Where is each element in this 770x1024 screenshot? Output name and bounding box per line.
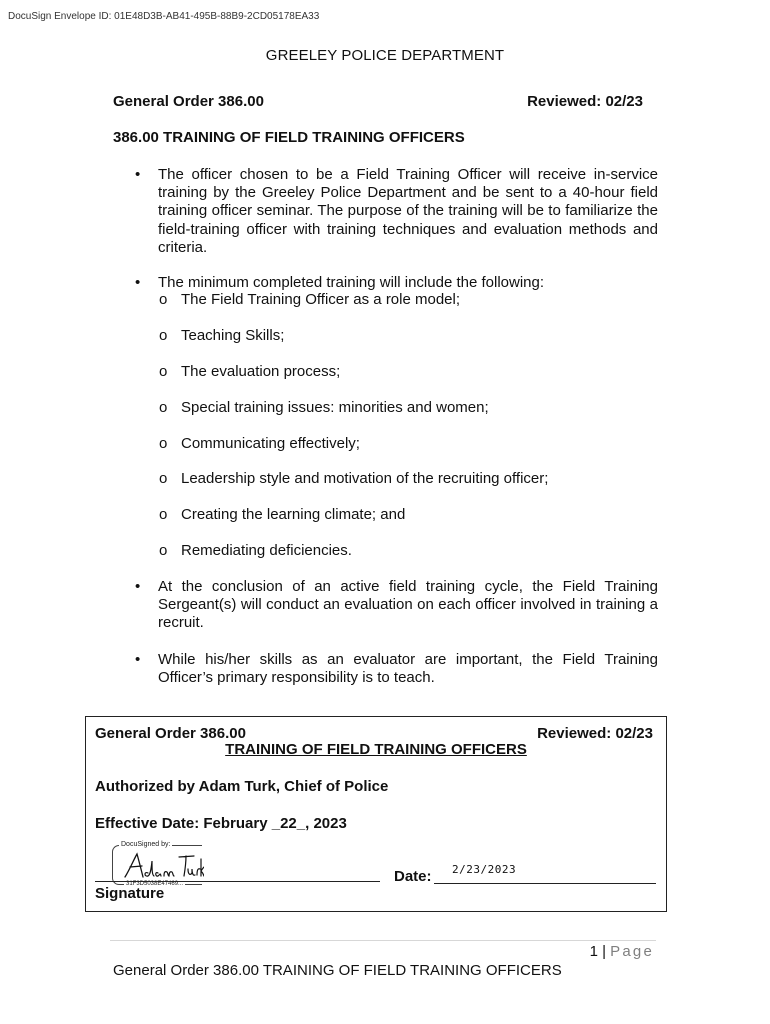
- sub-item: Communicating effectively;: [181, 435, 360, 452]
- sub-bullet-icon: o: [159, 506, 168, 523]
- bullet-evaluation: At the conclusion of an active field training cycle, the Field Training Sergeant(s) will conduct an evaluation on each officer involved in training a recruit.: [158, 578, 658, 632]
- sub-bullet-icon: o: [159, 291, 168, 308]
- box-title: TRAINING OF FIELD TRAINING OFFICERS: [225, 741, 527, 758]
- sub-item: Teaching Skills;: [181, 327, 285, 344]
- box-order-number: General Order 386.00: [95, 725, 246, 742]
- sub-bullet-icon: o: [159, 399, 168, 416]
- handwritten-signature-image: [122, 851, 204, 881]
- section-title: 386.00 TRAINING OF FIELD TRAINING OFFICERS: [113, 129, 465, 146]
- effective-date-day: _22_: [271, 815, 306, 832]
- signature-line: [95, 881, 380, 882]
- order-header-row: [113, 93, 643, 110]
- date-label: Date:: [394, 868, 432, 885]
- bullet-icon: •: [135, 578, 141, 595]
- sub-item: Creating the learning climate; and: [181, 506, 406, 523]
- authorized-by: Authorized by Adam Turk, Chief of Police: [95, 778, 389, 795]
- reviewed-date: Reviewed: 02/23: [527, 93, 643, 110]
- sub-item: Leadership style and motivation of the recruiting officer;: [181, 470, 549, 487]
- sub-item: Special training issues: minorities and women;: [181, 399, 489, 416]
- page-number: [590, 943, 654, 960]
- signed-date-value: 2/23/2023: [452, 863, 517, 876]
- signature-hash: 31F3D5038E47469...: [126, 881, 184, 887]
- sub-bullet-icon: o: [159, 470, 168, 487]
- bullet-minimum-training: The minimum completed training will include the following:: [158, 274, 545, 291]
- docusign-envelope-id: DocuSign Envelope ID: 01E48D3B-AB41-495B-88B9-2CD05178EA33: [8, 11, 320, 22]
- order-number: General Order 386.00: [113, 93, 264, 110]
- bullet-fto-selection: The officer chosen to be a Field Training Officer will receive in-service training by the Greeley Police Department and be sent to a 40-hour field training officer seminar. The purpose of the training will be to familiarize the field-training officer with training techniques and evaluation methods and criteria.: [158, 166, 658, 256]
- bullet-icon: •: [135, 651, 141, 668]
- sub-item: The evaluation process;: [181, 363, 341, 380]
- box-reviewed-date: Reviewed: 02/23: [537, 725, 653, 742]
- footer-title: General Order 386.00 TRAINING OF FIELD TRAINING OFFICERS: [113, 962, 562, 979]
- date-line: [434, 883, 656, 884]
- effective-date-prefix: Effective Date: February: [95, 815, 272, 832]
- sub-item: The Field Training Officer as a role model;: [181, 291, 461, 308]
- sub-item: Remediating deficiencies.: [181, 542, 352, 559]
- effective-date-suffix: , 2023: [305, 815, 347, 832]
- bullet-primary-responsibility: While his/her skills as an evaluator are important, the Field Training Officer’s primary responsibility is to teach.: [158, 651, 658, 687]
- bullet-icon: •: [135, 274, 141, 291]
- sub-bullet-icon: o: [159, 435, 168, 452]
- sub-bullet-icon: o: [159, 363, 168, 380]
- footer-divider: [110, 940, 656, 941]
- effective-date: [95, 815, 347, 832]
- department-header: GREELEY POLICE DEPARTMENT: [265, 47, 505, 64]
- page-number-value: 1: [589, 943, 598, 960]
- signature-label: Signature: [95, 885, 165, 902]
- authorization-box: [85, 716, 667, 912]
- docusigned-by-label: DocuSigned by:: [121, 841, 171, 848]
- page-word: Page: [610, 943, 654, 960]
- page-number-separator: |: [597, 943, 611, 960]
- sub-bullet-icon: o: [159, 327, 168, 344]
- sub-bullet-icon: o: [159, 542, 168, 559]
- bullet-icon: •: [135, 166, 141, 183]
